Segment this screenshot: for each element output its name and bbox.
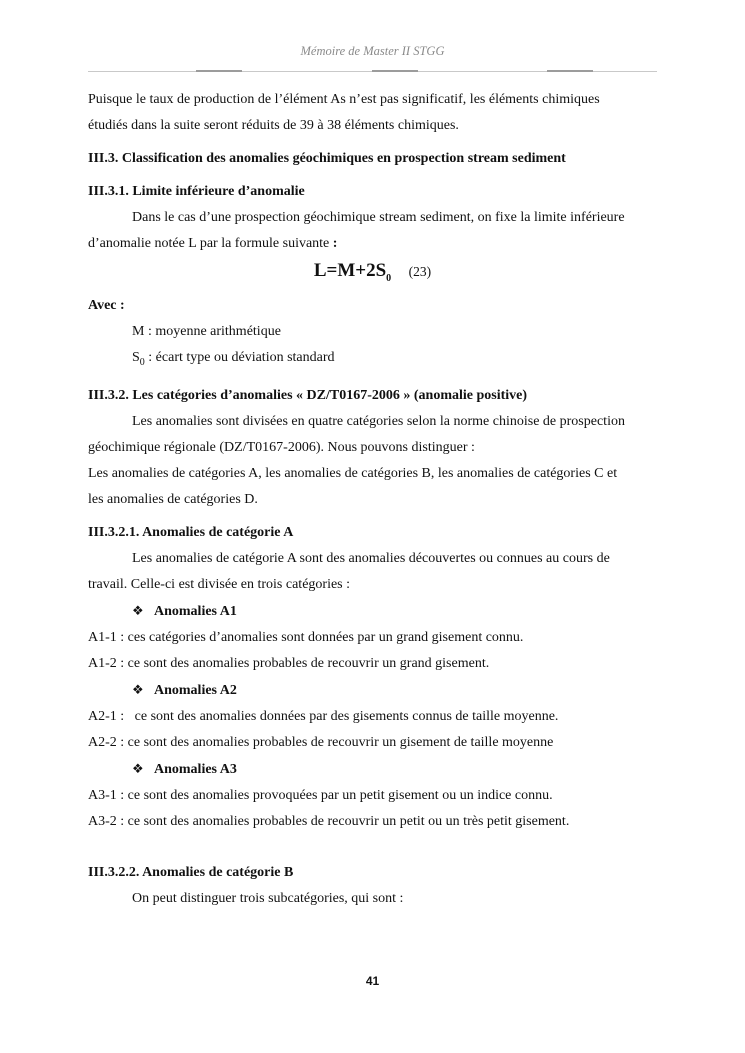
paragraph: Les anomalies sont divisées en quatre catégories selon la norme chinoise de prospection géochimique régionale (DZ/T0167-2006). Nous pouvons distinguer : <box>88 413 625 455</box>
paragraph: Puisque le taux de production de l’élément As n’est pas significatif, les éléments chimiques étudiés dans la suite seront réduits de 39 à 38 éléments chimiques. <box>88 92 600 133</box>
paragraph: On peut distinguer trois subcatégories, qui sont : <box>132 890 404 906</box>
list-item: A1-1 : ces catégories d’anomalies sont données par un grand gisement connu. <box>88 629 524 645</box>
definition-s0: $S_0$ : écart type ou déviation standard <box>132 349 335 368</box>
diamond-bullet-icon: ❖ <box>132 681 144 697</box>
bullet-a1: ❖ Anomalies A1 <box>88 598 657 625</box>
list-item: A3-1 : ce sont des anomalies provoquées par un petit gisement ou un indice connu. <box>88 787 553 803</box>
definition-m: M : moyenne arithmétique <box>132 323 281 339</box>
paragraph: Dans le cas d’une prospection géochimique stream sediment, on fixe la limite inférieure d’anomalie notée L par la formule suivante : <box>88 210 625 251</box>
rule-accent <box>196 70 242 72</box>
header-rule <box>88 71 657 72</box>
page-number: 41 <box>365 974 380 988</box>
subsection-heading: III.3.2.1. Anomalies de catégorie A <box>88 524 294 540</box>
paragraph: Les anomalies de catégories A, les anomalies de catégories B, les anomalies de catégories C et les anomalies de catégories D. <box>88 465 618 507</box>
bullet-a3: ❖ Anomalies A3 <box>88 756 657 783</box>
page-header: Mémoire de Master II STGG <box>300 44 445 58</box>
subsection-heading: III.3.2.2. Anomalies de catégorie B <box>88 864 294 880</box>
diamond-bullet-icon: ❖ <box>132 602 144 618</box>
rule-accent <box>547 70 593 72</box>
list-item: A3-2 : ce sont des anomalies probables de recouvrir un petit ou un très petit gisement. <box>88 813 570 829</box>
subsection-heading: III.3.1. Limite inférieure d’anomalie <box>88 184 305 199</box>
bullet-a2: ❖ Anomalies A2 <box>88 677 657 704</box>
page-body <box>88 87 657 912</box>
formula-expression: $L=M+2S_0$ <box>313 260 392 284</box>
list-item: A1-2 : ce sont des anomalies probables de recouvrir un grand gisement. <box>88 655 490 671</box>
avec-label: Avec : <box>88 297 125 313</box>
section-heading: III.3. Classification des anomalies géochimiques en prospection stream sediment <box>88 151 566 166</box>
list-item: A2-2 : ce sont des anomalies probables de recouvrir un gisement de taille moyenne <box>88 734 554 750</box>
paragraph: Les anomalies de catégorie A sont des anomalies découvertes ou connues au cours de travail. Celle-ci est divisée en trois catégories : <box>88 550 610 592</box>
formula-number: (23) <box>408 264 432 279</box>
diamond-bullet-icon: ❖ <box>132 760 144 776</box>
list-item: A2-1 : ce sont des anomalies données par des gisements connus de taille moyenne. <box>88 708 559 724</box>
subsection-heading: III.3.2. Les catégories d’anomalies « DZ/T0167-2006 » (anomalie positive) <box>88 387 528 403</box>
rule-accent <box>372 70 418 72</box>
formula <box>88 257 657 293</box>
